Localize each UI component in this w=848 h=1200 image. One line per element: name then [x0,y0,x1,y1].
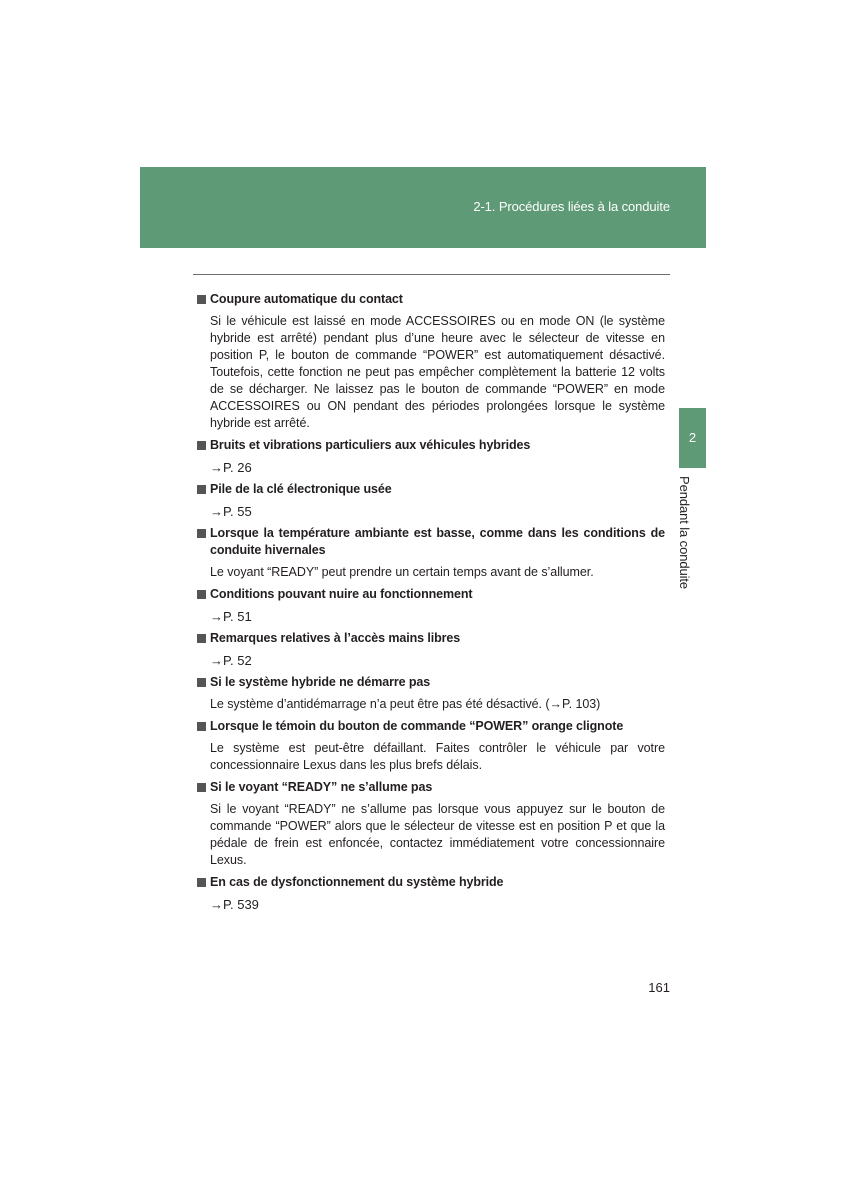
chapter-label: Pendant la conduite [677,476,692,590]
header-rule [193,274,670,275]
chapter-number: 2 [688,430,697,445]
page-reference-link[interactable]: →P. 51 [210,609,252,624]
section-heading: Si le système hybride ne démarre pas [210,675,431,689]
page-content [197,291,665,918]
section [197,718,665,774]
section-heading: Bruits et vibrations particuliers aux véhicules hybrides [210,438,531,452]
section-text: Le système est peut-être défaillant. Faites contrôler le véhicule par votre concessionnaire Lexus dans les plus brefs délais. [210,741,665,772]
section-title: 2-1. Procédures liées à la conduite [473,199,670,214]
bullet-square-icon [197,783,206,792]
section-text: Le voyant “READY” peut prendre un certain temps avant de s’allumer. [210,565,594,579]
page-reference-link[interactable]: →P. 52 [210,653,252,668]
bullet-square-icon [197,878,206,887]
page-reference-link[interactable]: →P. 26 [210,460,252,475]
section [197,481,665,520]
section-heading: Remarques relatives à l’accès mains libres [210,631,461,645]
section-header-band [140,167,706,248]
section [197,586,665,625]
bullet-square-icon [197,485,206,494]
chapter-tab [679,408,706,468]
bullet-square-icon [197,529,206,538]
section [197,525,665,581]
section-heading: Coupure automatique du contact [210,292,403,306]
section-text: Si le véhicule est laissé en mode ACCESSOIRES ou en mode ON (le système hybride est arrêté) pendant plus d’une heure avec le sélecteur de vitesse en position P, le bouton de commande “POWER” est automatiquement désactivé. Toutefois, cette fonction ne peut pas empêcher complètement la batterie 12 volts de se décharger. Ne laissez pas le bouton de commande “POWER” en mode ACCESSOIRES ou ON pendant des périodes prolongées lorsque le système hybride est arrêté. [210,314,665,430]
section-text: Le système d’antidémarrage n’a peut être pas été désactivé. (→P. 103) [210,697,601,711]
page-reference-link[interactable]: →P. 55 [210,504,252,519]
section-heading: En cas de dysfonctionnement du système hybride [210,875,504,889]
section-heading: Conditions pouvant nuire au fonctionnement [210,587,473,601]
page-number: 161 [648,980,670,995]
bullet-square-icon [197,722,206,731]
section [197,630,665,669]
section-heading: Lorsque le témoin du bouton de commande “POWER” orange clignote [210,719,624,733]
bullet-square-icon [197,295,206,304]
section-text: Si le voyant “READY” ne s’allume pas lorsque vous appuyez sur le bouton de commande “POWER” alors que le sélecteur de vitesse est en position P et que la pédale de frein est enfoncée, contactez immédiatement votre concessionnaire Lexus. [210,802,665,867]
bullet-square-icon [197,634,206,643]
section-heading: Si le voyant “READY” ne s’allume pas [210,780,433,794]
section [197,779,665,869]
section [197,437,665,476]
section-heading: Lorsque la température ambiante est basse, comme dans les conditions de conduite hivernales [210,526,665,557]
section [197,291,665,432]
section [197,874,665,913]
section [197,674,665,713]
bullet-square-icon [197,678,206,687]
section-heading: Pile de la clé électronique usée [210,482,392,496]
bullet-square-icon [197,590,206,599]
page-reference-link[interactable]: →P. 539 [210,897,259,912]
bullet-square-icon [197,441,206,450]
